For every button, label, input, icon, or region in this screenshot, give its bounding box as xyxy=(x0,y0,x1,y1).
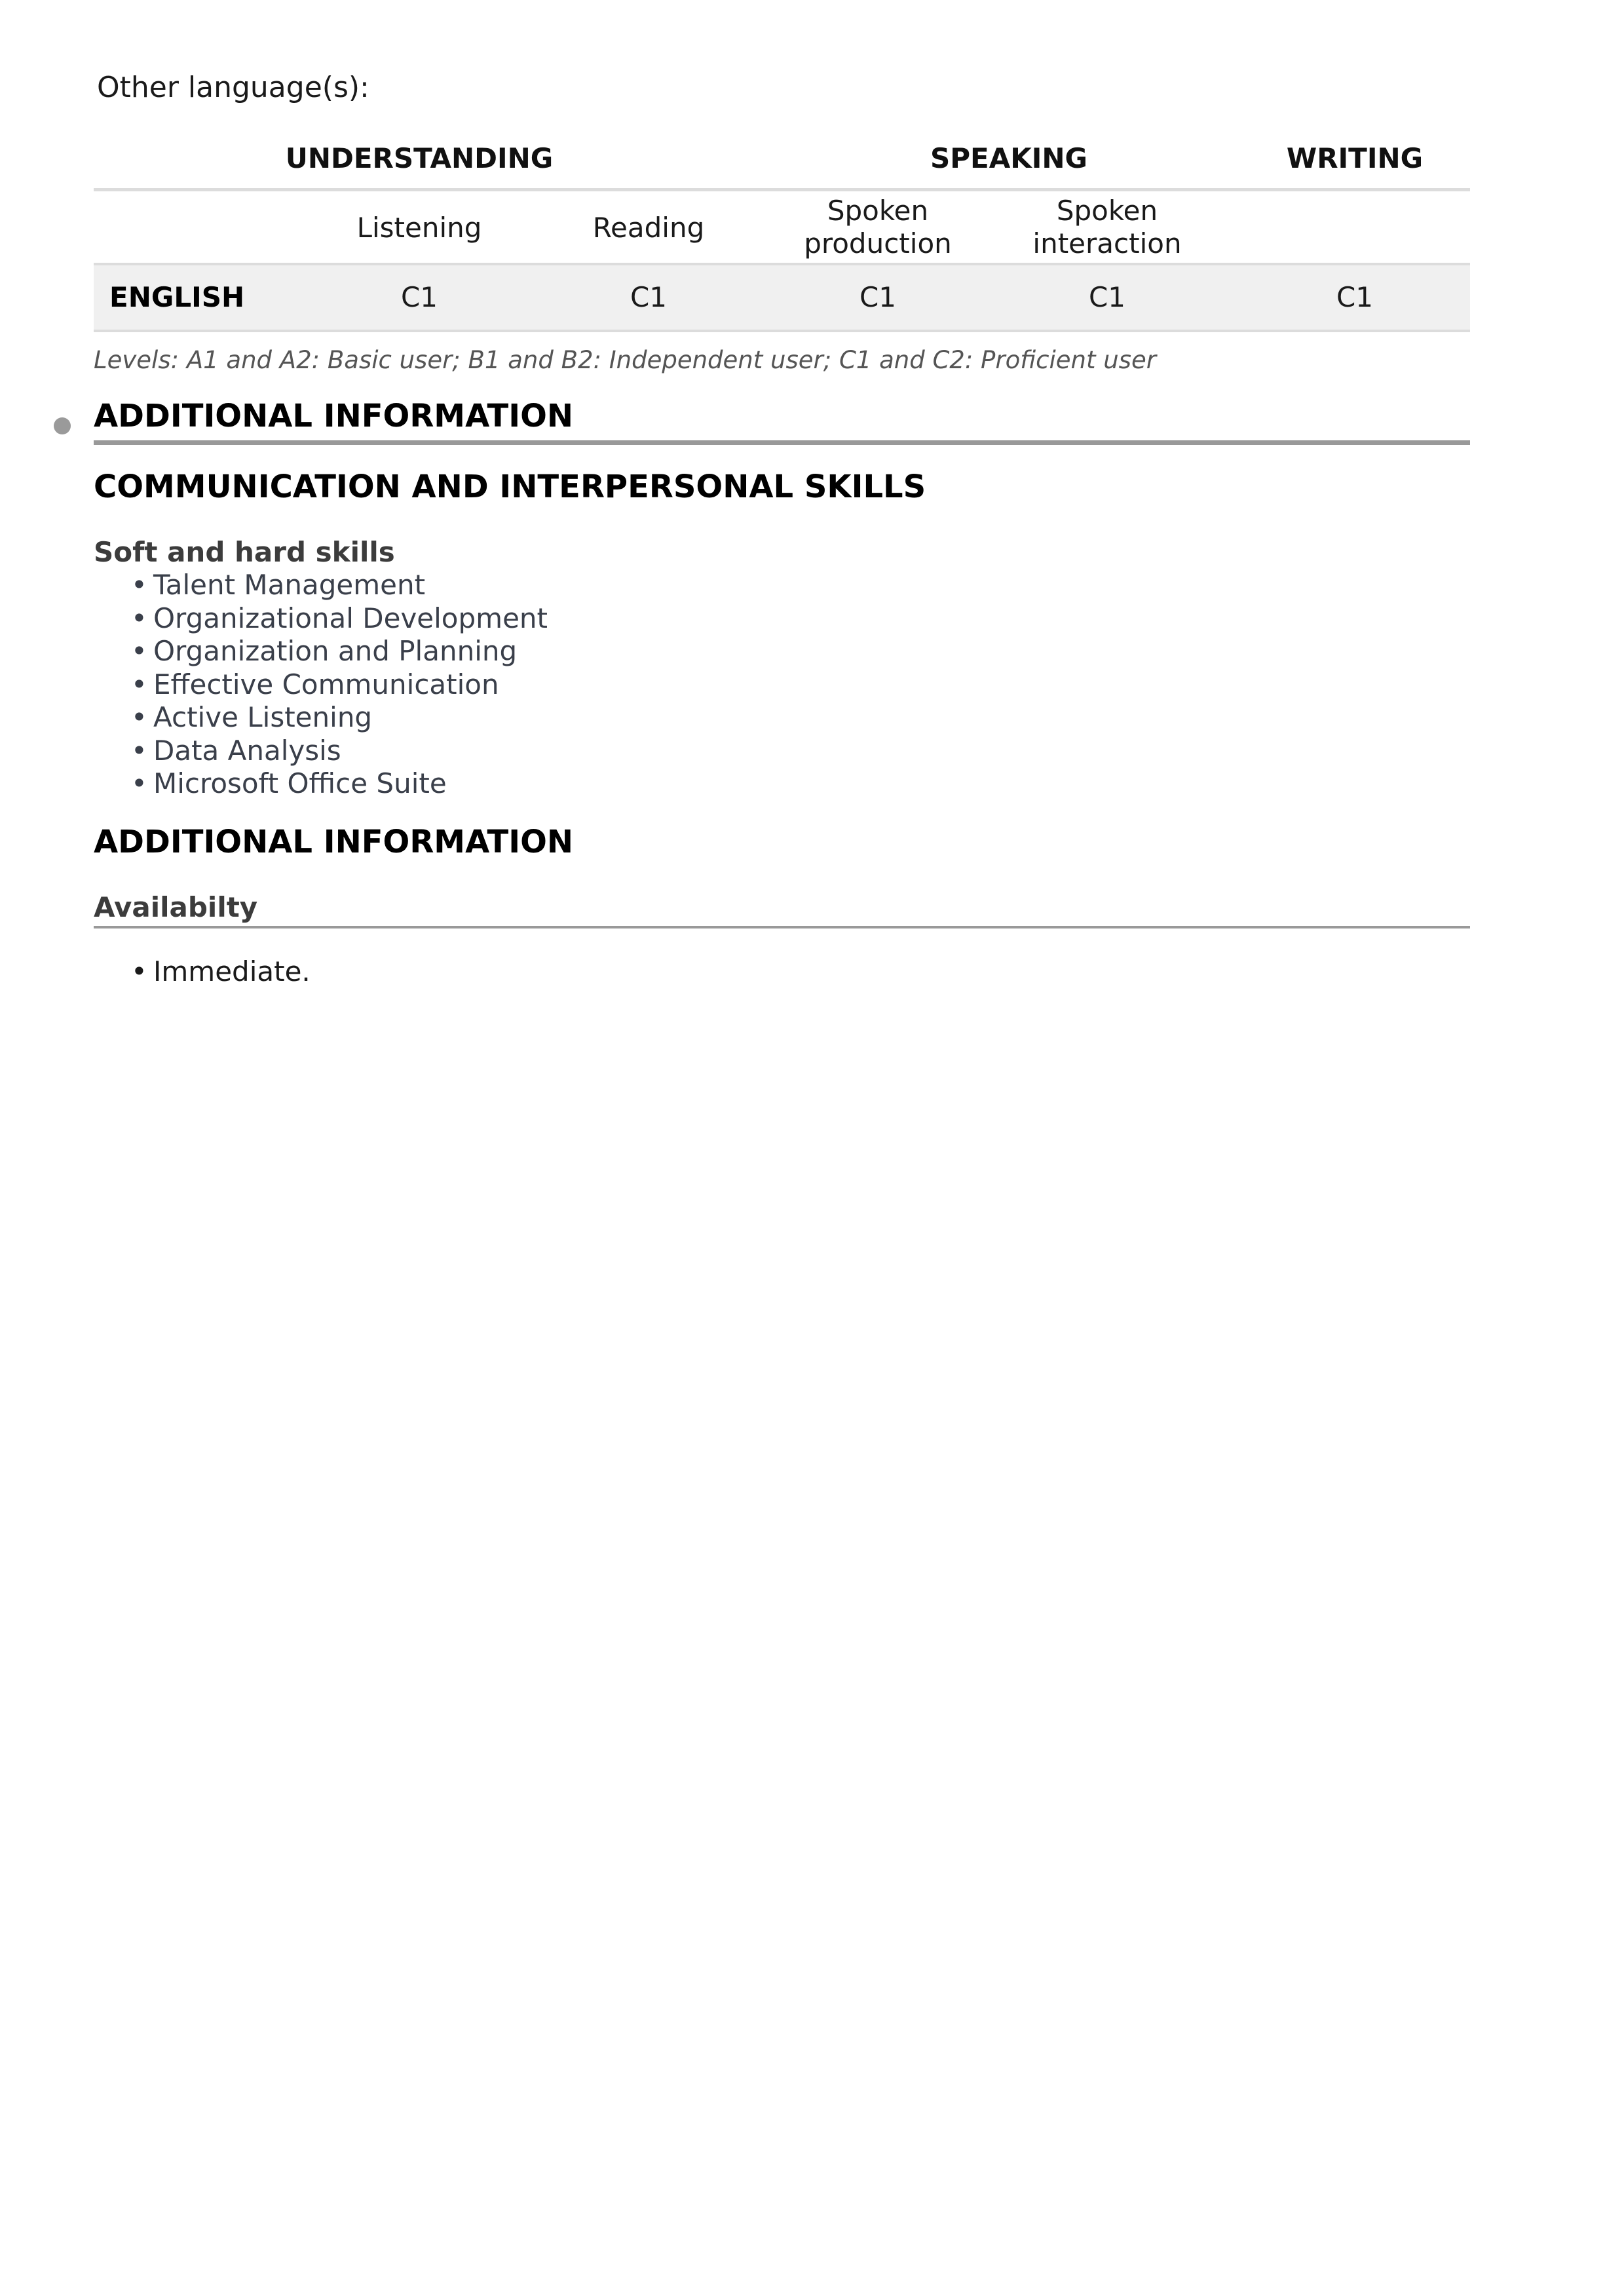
level-reading: C1 xyxy=(630,281,668,313)
bullet-icon: • xyxy=(131,668,147,700)
section-divider xyxy=(94,440,1470,445)
level-spoken-production: C1 xyxy=(859,281,897,313)
col-reading: Reading xyxy=(592,212,705,244)
col-listening: Listening xyxy=(356,212,482,244)
bullet-icon: • xyxy=(131,767,147,799)
level-listening: C1 xyxy=(400,281,438,313)
skills-subtitle: Soft and hard skills xyxy=(94,536,395,568)
list-item: • Organization and Planning xyxy=(131,635,518,667)
section-marker-icon xyxy=(54,417,71,434)
table-rule-top xyxy=(94,188,1470,191)
list-item: • Immediate. xyxy=(131,955,311,987)
level-writing: C1 xyxy=(1336,281,1374,313)
col-spoken-interaction: Spoken interaction xyxy=(1032,195,1182,259)
levels-legend: Levels: A1 and A2: Basic user; B1 and B2: Independent user; C1 and C2: Proficient user xyxy=(94,346,1156,374)
list-item: • Effective Communication xyxy=(131,668,499,700)
bullet-icon: • xyxy=(131,955,147,987)
bullet-icon: • xyxy=(131,635,147,667)
list-item: • Microsoft Office Suite xyxy=(131,767,447,799)
list-item: • Organizational Development xyxy=(131,602,548,634)
availability-divider xyxy=(94,926,1470,928)
list-item: • Active Listening xyxy=(131,701,373,733)
bullet-icon: • xyxy=(131,602,147,634)
table-rule-bottom xyxy=(94,330,1470,332)
list-item: • Data Analysis xyxy=(131,734,341,767)
bullet-icon: • xyxy=(131,734,147,767)
availability-subtitle: Availabilty xyxy=(94,891,258,923)
language-name: ENGLISH xyxy=(109,281,245,313)
communication-heading: COMMUNICATION AND INTERPERSONAL SKILLS xyxy=(94,469,926,505)
group-writing: WRITING xyxy=(1286,142,1424,174)
group-understanding: UNDERSTANDING xyxy=(285,142,554,174)
bullet-icon: • xyxy=(131,569,147,601)
table-row xyxy=(94,265,1470,330)
group-speaking: SPEAKING xyxy=(930,142,1088,174)
bullet-icon: • xyxy=(131,701,147,733)
additional-info-heading: ADDITIONAL INFORMATION xyxy=(94,398,574,434)
other-languages-label: Other language(s): xyxy=(97,71,369,104)
skills-list xyxy=(131,569,548,801)
additional-info-heading-2: ADDITIONAL INFORMATION xyxy=(94,824,574,860)
col-spoken-production: Spoken production xyxy=(804,195,952,259)
list-item: • Talent Management xyxy=(131,569,426,601)
level-spoken-interaction: C1 xyxy=(1088,281,1126,313)
